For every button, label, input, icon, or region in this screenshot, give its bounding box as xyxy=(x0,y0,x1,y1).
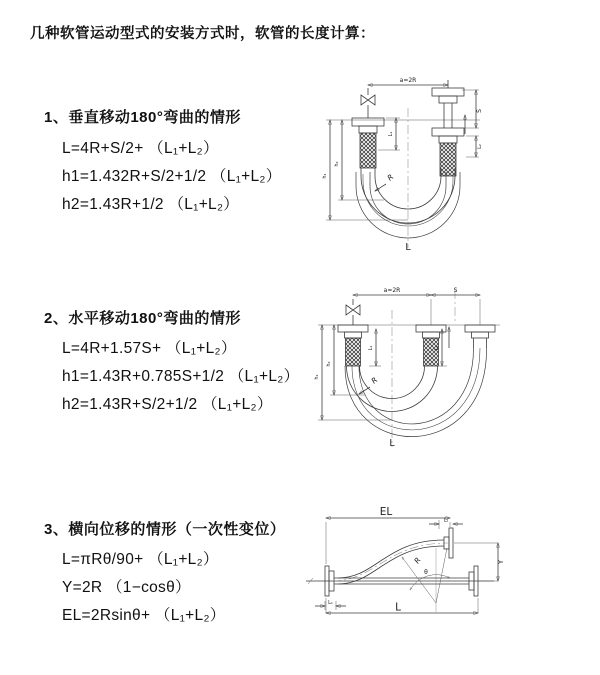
dimension-a-2r xyxy=(353,287,431,295)
section-2-formula-h1: h1=1.43R+0.785S+1/2 （L₁+L₂） xyxy=(62,368,300,385)
dimension-l1 xyxy=(368,329,381,366)
flange-hub xyxy=(359,126,377,133)
dim-label-l1: L₁ xyxy=(368,345,374,351)
flange xyxy=(465,325,495,332)
diagram-horizontal-180-bend xyxy=(308,282,580,457)
angle-label: θ xyxy=(424,569,428,576)
flange-hub xyxy=(423,332,440,338)
dimension-l xyxy=(326,598,478,614)
dimension-l1 xyxy=(378,118,400,150)
section-3-formula-EL: EL=2Rsinθ+ （L₁+L₂） xyxy=(62,607,226,624)
section-2-heading: 2、水平移动180°弯曲的情形 xyxy=(44,310,241,327)
left-pipe xyxy=(352,88,384,168)
radius-label: R xyxy=(385,172,396,183)
radius-label: R xyxy=(369,375,380,386)
right-pipe xyxy=(432,80,465,176)
dim-label-h1: h₁ xyxy=(322,173,328,179)
braided-hose-section xyxy=(346,338,361,366)
page-title: 几种软管运动型式的安装方式时，软管的长度计算： xyxy=(30,26,375,42)
section-1-heading: 1、垂直移动180°弯曲的情形 xyxy=(44,109,241,126)
angle-construction xyxy=(402,548,450,603)
middle-pipe xyxy=(416,299,449,366)
diagram-vertical-180-bend xyxy=(312,68,562,263)
dim-label-a2r: a=2R xyxy=(399,77,417,84)
dimension-a-2r xyxy=(368,77,448,85)
dim-label-l2: L₂ xyxy=(477,144,483,149)
length-label: L xyxy=(395,601,401,614)
dimension-y xyxy=(454,543,505,581)
centerline xyxy=(392,290,455,447)
section-1-formula-L: L=4R+S/2+ （L₁+L₂） xyxy=(62,140,219,157)
braided-hose-section xyxy=(424,338,439,366)
length-label: L xyxy=(405,242,411,253)
radius-callout xyxy=(412,556,422,565)
dim-label-y: Y xyxy=(497,559,505,565)
dimension-el xyxy=(326,506,450,564)
radius-label: R xyxy=(412,555,423,566)
section-2-formula-L: L=4R+1.57S+ （L₁+L₂） xyxy=(62,340,237,357)
section-2-formula-h2: h2=1.43R+S/2+1/2 （L₁+L₂） xyxy=(62,396,273,413)
length-label: L xyxy=(389,438,395,449)
dim-label-l1: L₁ xyxy=(388,131,394,137)
dim-label-s: S xyxy=(476,109,483,113)
flange xyxy=(352,118,384,126)
dimension-l1 xyxy=(315,600,346,610)
section-3-formula-L: L=πRθ/90+ （L₁+L₂） xyxy=(62,551,219,568)
dim-label-s: S xyxy=(453,287,458,294)
dim-label-a2r: a=2R xyxy=(383,287,401,294)
dim-label-l1: L₁ xyxy=(328,600,333,606)
dim-label-el: EL xyxy=(379,506,393,518)
flange-hub xyxy=(439,96,457,103)
section-1-formula-h2: h2=1.43R+1/2 （L₁+L₂） xyxy=(62,196,240,213)
flange xyxy=(432,128,464,136)
dimension-l2 xyxy=(466,136,483,157)
dim-label-l2: L₂ xyxy=(443,517,449,524)
dimension-l2 xyxy=(429,518,463,530)
dim-label-h1: h₁ xyxy=(314,374,320,380)
flange-hub xyxy=(439,136,457,143)
hose-u-bend xyxy=(345,345,487,437)
valve-icon xyxy=(361,95,375,105)
flange xyxy=(432,88,464,96)
dim-label-h2: h₂ xyxy=(334,161,340,167)
radius-callout xyxy=(375,172,395,191)
diagram-lateral-displacement xyxy=(298,500,533,645)
flange xyxy=(416,325,446,332)
section-1-formula-h1: h1=1.432R+S/2+1/2 （L₁+L₂） xyxy=(62,168,282,185)
dimension-s xyxy=(431,287,480,295)
section-3-heading: 3、横向位移的情形（一次性变位） xyxy=(44,521,286,538)
dim-label-h2: h₂ xyxy=(326,361,332,367)
flange-hub xyxy=(345,332,362,338)
flange xyxy=(338,325,368,332)
flange-hub xyxy=(472,332,489,338)
braided-hose-section xyxy=(360,133,376,168)
section-3-formula-Y: Y=2R （1−cosθ） xyxy=(62,579,191,596)
right-pipe xyxy=(465,299,495,348)
left-pipe xyxy=(338,299,368,366)
dim-label-l2: L₂ xyxy=(434,345,440,351)
valve-icon xyxy=(346,305,360,315)
braided-hose-section xyxy=(440,143,456,176)
